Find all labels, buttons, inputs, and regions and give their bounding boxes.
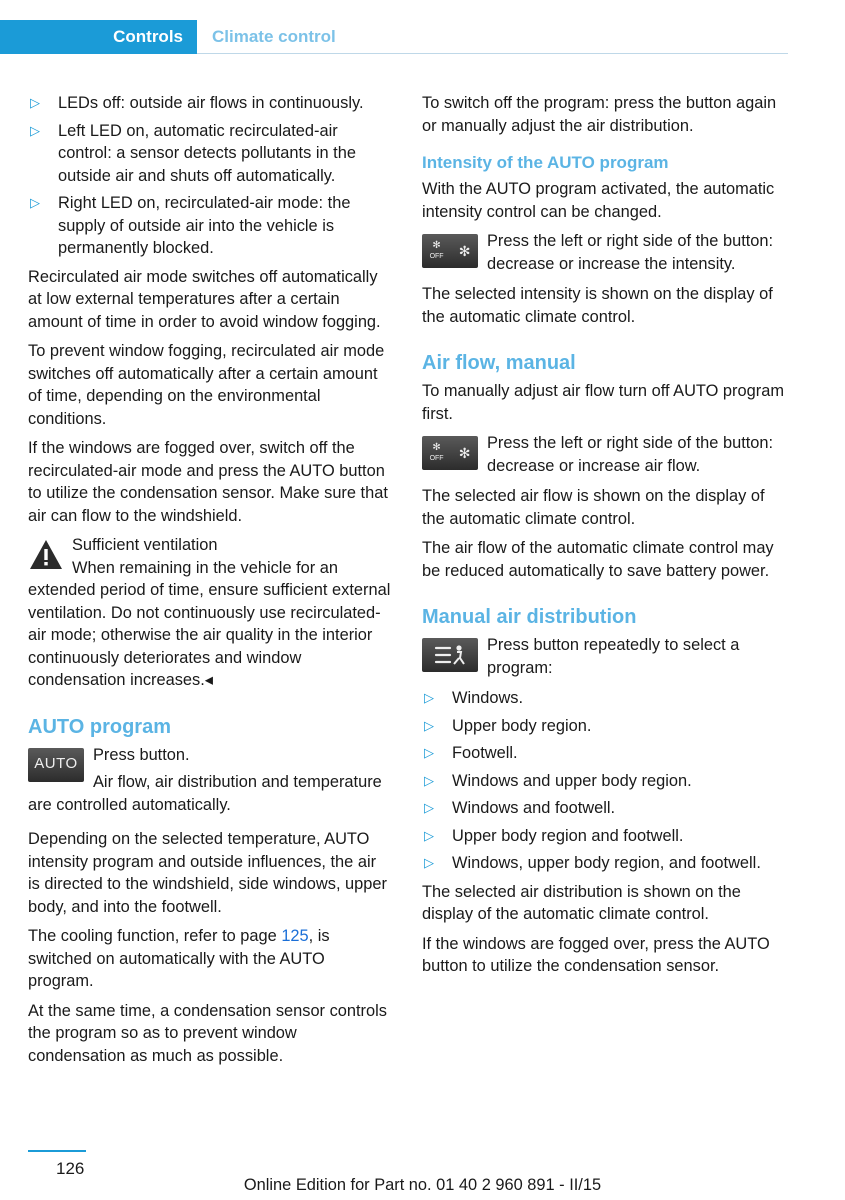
triangle-bullet-icon: ▷ (424, 717, 434, 733)
list-item: ▷ Left LED on, automatic recirculated-air control: a sensor detects pollutants in the outside air and shuts off automatically. (30, 121, 356, 185)
fan-button-icon: ✻ OFF ✻ (422, 436, 478, 470)
list-item: ▷ Upper body region. (422, 715, 790, 738)
triangle-bullet-icon: ▷ (30, 195, 40, 210)
paragraph: To prevent window fogging, recirculated air mode switches off automatically after a certain amount of time, depending on the environmental conditions. (28, 342, 385, 428)
paragraph: The selected air flow is shown on the display of the automatic climate control. (422, 487, 765, 528)
section-heading: AUTO program (28, 715, 171, 738)
section-heading: Air flow, manual (422, 352, 576, 374)
paragraph: The selected intensity is shown on the display of the automatic climate control. (422, 285, 773, 326)
list-item: ▷ Windows and upper body region. (422, 770, 790, 793)
airflow-instruction (422, 432, 790, 477)
auto-desc-text: Air flow, air distribution and temperature are controlled automatically. (28, 773, 382, 814)
triangle-bullet-icon: ▷ (30, 95, 40, 110)
paragraph: If the windows are fogged over, press the AUTO button to utilize the condensation sensor. (422, 934, 770, 975)
triangle-bullet-icon: ▷ (424, 827, 434, 843)
footer-rule (28, 1150, 86, 1152)
recirculation-led-list (28, 92, 392, 260)
list-item: ▷ Windows, upper body region, and footwell. (422, 852, 790, 875)
page-reference-link[interactable]: 125 (281, 927, 309, 945)
header-rule (197, 53, 788, 54)
chapter-label: Controls (113, 27, 183, 46)
fan-icon: ✻ (458, 242, 471, 259)
list-item: ▷ LEDs off: outside air flows in continuously. (28, 92, 392, 115)
intensity-instruction (422, 230, 790, 275)
paragraph: Depending on the selected temperature, AUTO intensity program and outside influences, the air is directed to the windshield, side windows, upper body, and into the footwell. (28, 830, 387, 916)
section-heading: Manual air distribution (422, 606, 637, 628)
warning-block (28, 534, 392, 692)
page-number: 126 (56, 1159, 85, 1178)
auto-button-icon: AUTO (28, 748, 84, 782)
warning-title: Sufficient ventilation (72, 536, 218, 554)
paragraph: If the windows are fogged over, switch off the recirculated-air mode and press the AUTO button to utilize the condensation sensor. Make sure that air can flow to the windshield. (28, 439, 388, 525)
list-item: ▷ Upper body region and footwell. (422, 825, 790, 848)
fan-icon: ✻ (458, 444, 471, 461)
triangle-bullet-icon: ▷ (424, 690, 434, 705)
right-column (422, 92, 790, 985)
section-title: Climate control (212, 27, 336, 46)
paragraph: To manually adjust air flow turn off AUTO program first. (422, 382, 784, 423)
paragraph: The air flow of the automatic climate control may be reduced automatically to save battery power. (422, 539, 774, 580)
triangle-bullet-icon: ▷ (424, 855, 434, 870)
distribution-instruction (422, 634, 790, 679)
distribution-list (422, 687, 790, 875)
list-item: ▷ Windows and footwell. (422, 797, 790, 820)
fan-button-icon: ✻ OFF ✻ (422, 234, 478, 268)
edition-footer: Online Edition for Part no. 01 40 2 960 891 - II/15 (243, 1176, 602, 1194)
chapter-tab[interactable] (0, 20, 197, 54)
instruction-text: Press the left or right side of the button: decrease or increase the intensity. (487, 232, 774, 273)
list-item: ▷ Windows. (422, 687, 790, 710)
instruction-text: Press button repeatedly to select a program: (487, 636, 740, 677)
paragraph: To switch off the program: press the button again or manually adjust the air distribution. (422, 94, 777, 135)
paragraph: The selected air distribution is shown on the display of the automatic climate control. (422, 882, 741, 923)
paragraph: At the same time, a condensation sensor controls the program so as to prevent window condensation as much as possible. (28, 1001, 387, 1065)
section-heading: Intensity of the AUTO program (422, 153, 669, 172)
warning-triangle-icon (28, 538, 64, 572)
instruction-text: Press the left or right side of the button: decrease or increase air flow. (487, 434, 774, 475)
left-column (28, 92, 392, 1074)
auto-instruction (28, 744, 392, 817)
warning-text: When remaining in the vehicle for an extended period of time, ensure sufficient external ventilation. Do not continuously use recirculated-air mode; otherwise the air quality in the interior continuously deteriorates and window condensation increases.◂ (28, 558, 391, 689)
triangle-bullet-icon: ▷ (30, 122, 40, 138)
triangle-bullet-icon: ▷ (424, 745, 434, 760)
paragraph: With the AUTO program activated, the automatic intensity control can be changed. (422, 180, 775, 221)
triangle-bullet-icon: ▷ (424, 800, 434, 815)
air-distribution-button-icon (422, 638, 478, 672)
list-item: ▷ Footwell. (422, 742, 790, 765)
list-item: ▷ Right LED on, recirculated-air mode: the supply of outside air into the vehicle is permanently blocked. (30, 194, 351, 257)
triangle-bullet-icon: ▷ (424, 772, 434, 788)
paragraph: The cooling function, refer to page 125, is switched on automatically with the AUTO program. (28, 927, 330, 990)
auto-press-text: Press button. (93, 745, 190, 764)
paragraph: Recirculated air mode switches off automatically at low external temperatures after a certain amount of time in order to avoid window fogging. (28, 267, 381, 331)
